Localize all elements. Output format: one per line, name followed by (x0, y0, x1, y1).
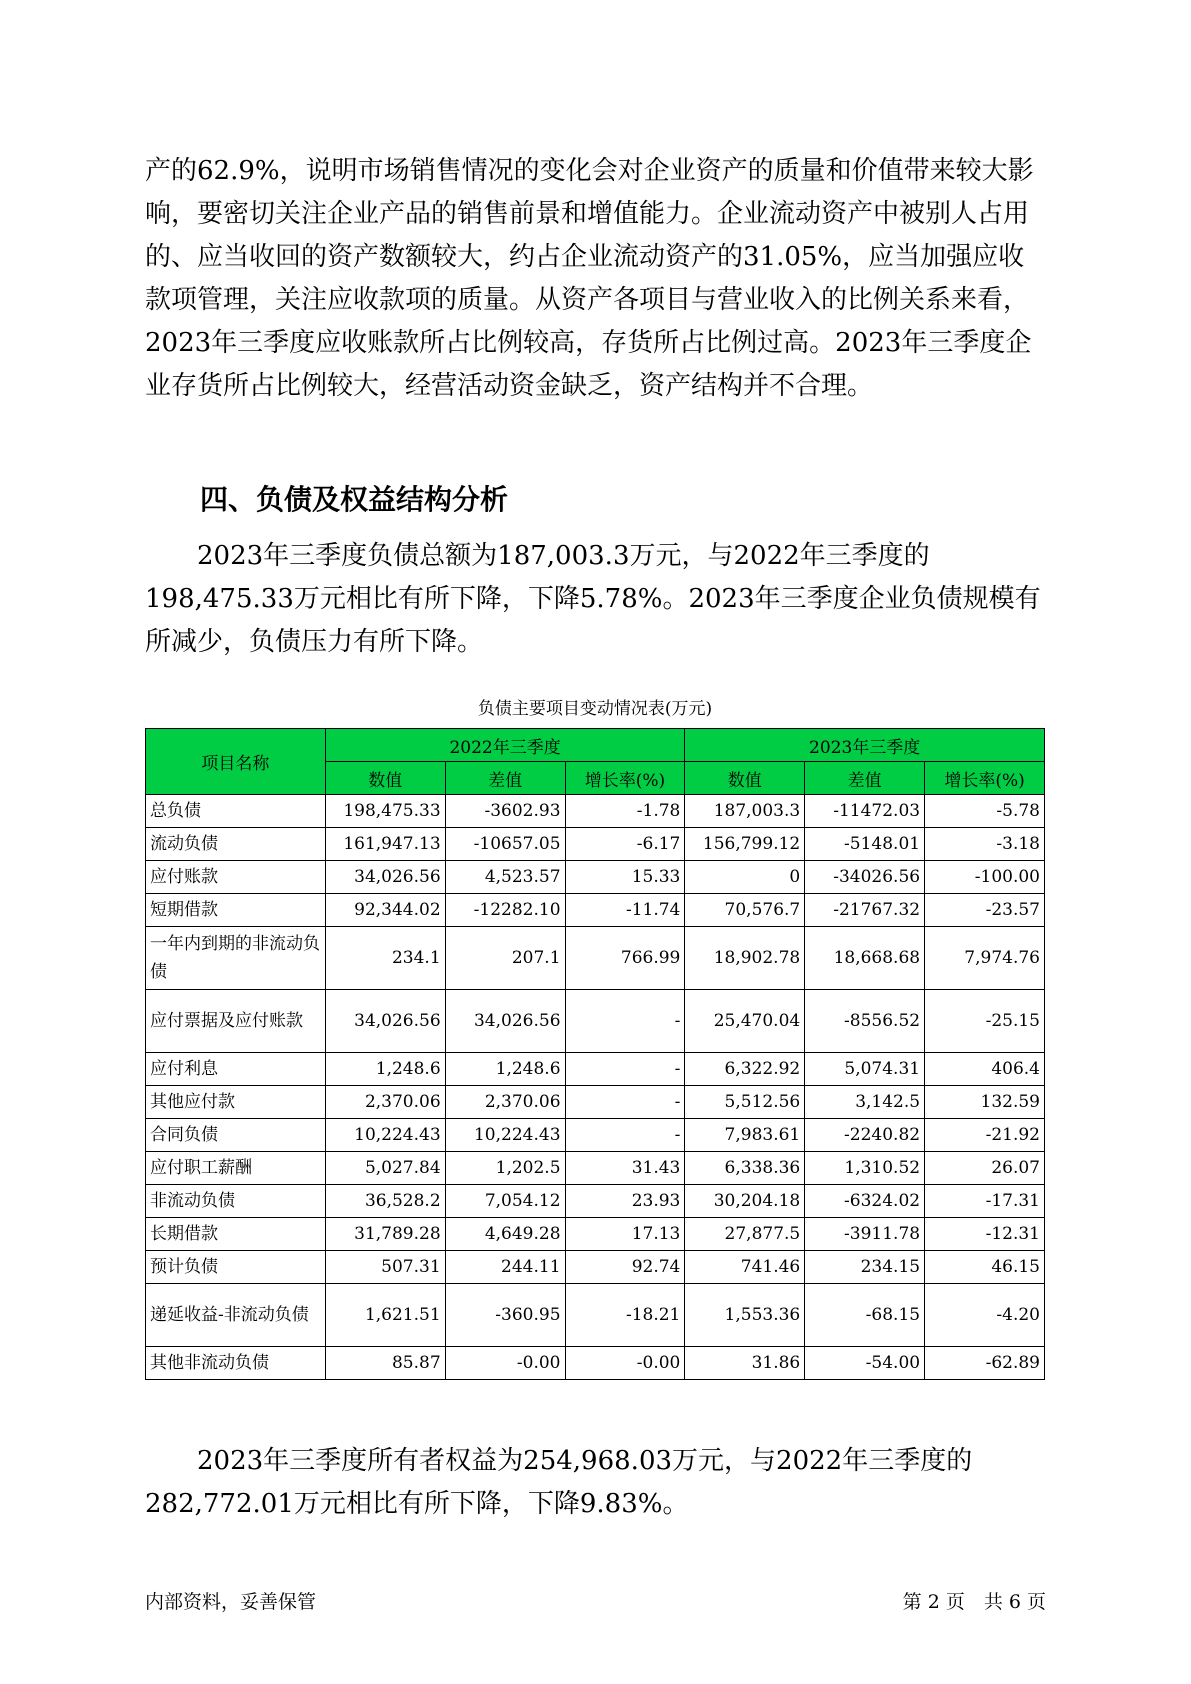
table-row (146, 1218, 1045, 1251)
cell-growth-2022: -18.21 (565, 1284, 685, 1347)
cell-diff-2022: 2,370.06 (445, 1086, 565, 1119)
cell-growth-2022: 23.93 (565, 1185, 685, 1218)
cell-value-2023: 1,553.36 (685, 1284, 805, 1347)
cell-diff-2023: -34026.56 (805, 861, 925, 894)
header-diff-2022: 差值 (445, 762, 565, 795)
cell-diff-2023: -3911.78 (805, 1218, 925, 1251)
table-row (146, 1053, 1045, 1086)
cell-growth-2023: -62.89 (925, 1347, 1045, 1380)
table-body (146, 795, 1045, 1380)
cell-diff-2022: 10,224.43 (445, 1119, 565, 1152)
cell-value-2022: 85.87 (325, 1347, 445, 1380)
cell-growth-2022: - (565, 990, 685, 1053)
table-row (146, 861, 1045, 894)
cell-diff-2022: 7,054.12 (445, 1185, 565, 1218)
cell-diff-2022: 4,649.28 (445, 1218, 565, 1251)
cell-diff-2023: -54.00 (805, 1347, 925, 1380)
cell-value-2022: 507.31 (325, 1251, 445, 1284)
liability-table (145, 728, 1045, 1380)
cell-value-2023: 30,204.18 (685, 1185, 805, 1218)
table-row (146, 828, 1045, 861)
header-group-2023: 2023年三季度 (685, 729, 1045, 762)
cell-growth-2023: -17.31 (925, 1185, 1045, 1218)
row-item-name: 其他应付款 (146, 1086, 326, 1119)
cell-growth-2022: 15.33 (565, 861, 685, 894)
cell-value-2022: 198,475.33 (325, 795, 445, 828)
cell-value-2023: 6,338.36 (685, 1152, 805, 1185)
cell-value-2023: 0 (685, 861, 805, 894)
cell-growth-2023: -25.15 (925, 990, 1045, 1053)
cell-value-2023: 741.46 (685, 1251, 805, 1284)
cell-diff-2023: 234.15 (805, 1251, 925, 1284)
header-growth-2023: 增长率(%) (925, 762, 1045, 795)
table-row (146, 894, 1045, 927)
cell-value-2023: 70,576.7 (685, 894, 805, 927)
cell-diff-2022: 1,248.6 (445, 1053, 565, 1086)
cell-value-2022: 34,026.56 (325, 861, 445, 894)
cell-value-2022: 92,344.02 (325, 894, 445, 927)
cell-value-2023: 18,902.78 (685, 927, 805, 990)
cell-value-2022: 1,248.6 (325, 1053, 445, 1086)
cell-value-2022: 5,027.84 (325, 1152, 445, 1185)
table-row (146, 1284, 1045, 1347)
cell-growth-2023: -100.00 (925, 861, 1045, 894)
footer-page-number: 第 2 页 共 6 页 (902, 1591, 1046, 1613)
row-item-name: 长期借款 (146, 1218, 326, 1251)
cell-value-2023: 25,470.04 (685, 990, 805, 1053)
section-heading: 四、负债及权益结构分析 (200, 483, 509, 516)
row-item-name: 非流动负债 (146, 1185, 326, 1218)
paragraph-equity-summary: 2023年三季度所有者权益为254,968.03万元，与2022年三季度的282,772.01万元相比有所下降，下降9.83%。 (145, 1446, 973, 1519)
cell-growth-2022: - (565, 1086, 685, 1119)
cell-value-2022: 161,947.13 (325, 828, 445, 861)
cell-growth-2023: 7,974.76 (925, 927, 1045, 990)
cell-diff-2023: -21767.32 (805, 894, 925, 927)
cell-diff-2023: -6324.02 (805, 1185, 925, 1218)
row-item-name: 应付职工薪酬 (146, 1152, 326, 1185)
cell-growth-2023: -12.31 (925, 1218, 1045, 1251)
table-row (146, 1119, 1045, 1152)
cell-value-2023: 187,003.3 (685, 795, 805, 828)
row-item-name: 流动负债 (146, 828, 326, 861)
cell-diff-2022: 1,202.5 (445, 1152, 565, 1185)
row-item-name: 合同负债 (146, 1119, 326, 1152)
cell-growth-2022: -0.00 (565, 1347, 685, 1380)
cell-growth-2022: 92.74 (565, 1251, 685, 1284)
cell-growth-2022: -6.17 (565, 828, 685, 861)
row-item-name: 其他非流动负债 (146, 1347, 326, 1380)
cell-diff-2022: -10657.05 (445, 828, 565, 861)
cell-growth-2023: -4.20 (925, 1284, 1045, 1347)
cell-diff-2022: 244.11 (445, 1251, 565, 1284)
header-diff-2023: 差值 (805, 762, 925, 795)
cell-growth-2022: 766.99 (565, 927, 685, 990)
cell-diff-2022: 34,026.56 (445, 990, 565, 1053)
header-item-name: 项目名称 (146, 729, 326, 795)
header-group-2022: 2022年三季度 (325, 729, 685, 762)
cell-value-2022: 2,370.06 (325, 1086, 445, 1119)
table-row (146, 990, 1045, 1053)
table-row (146, 795, 1045, 828)
cell-diff-2022: -0.00 (445, 1347, 565, 1380)
cell-value-2022: 31,789.28 (325, 1218, 445, 1251)
table-caption: 负债主要项目变动情况表(万元) (477, 699, 713, 719)
paragraph-liability-summary: 2023年三季度负债总额为187,003.3万元，与2022年三季度的198,475.33万元相比有所下降，下降5.78%。2023年三季度企业负债规模有所减少，负债压力有所下降。 (145, 541, 1041, 657)
cell-growth-2023: -3.18 (925, 828, 1045, 861)
header-value-2022: 数值 (325, 762, 445, 795)
cell-value-2023: 5,512.56 (685, 1086, 805, 1119)
cell-value-2023: 156,799.12 (685, 828, 805, 861)
cell-growth-2022: 17.13 (565, 1218, 685, 1251)
cell-growth-2022: -11.74 (565, 894, 685, 927)
cell-value-2022: 1,621.51 (325, 1284, 445, 1347)
row-item-name: 一年内到期的非流动负债 (146, 927, 326, 990)
cell-diff-2023: 18,668.68 (805, 927, 925, 990)
cell-growth-2023: 26.07 (925, 1152, 1045, 1185)
cell-diff-2023: -68.15 (805, 1284, 925, 1347)
row-item-name: 短期借款 (146, 894, 326, 927)
cell-diff-2023: 5,074.31 (805, 1053, 925, 1086)
cell-diff-2023: 1,310.52 (805, 1152, 925, 1185)
cell-diff-2023: -11472.03 (805, 795, 925, 828)
cell-growth-2023: -5.78 (925, 795, 1045, 828)
table-row (146, 1251, 1045, 1284)
cell-value-2022: 34,026.56 (325, 990, 445, 1053)
cell-growth-2022: - (565, 1053, 685, 1086)
cell-value-2023: 31.86 (685, 1347, 805, 1380)
cell-value-2023: 6,322.92 (685, 1053, 805, 1086)
row-item-name: 预计负债 (146, 1251, 326, 1284)
row-item-name: 总负债 (146, 795, 326, 828)
cell-value-2022: 36,528.2 (325, 1185, 445, 1218)
cell-value-2023: 7,983.61 (685, 1119, 805, 1152)
cell-value-2022: 234.1 (325, 927, 445, 990)
cell-diff-2023: -8556.52 (805, 990, 925, 1053)
cell-diff-2022: 207.1 (445, 927, 565, 990)
table-row (146, 1086, 1045, 1119)
cell-growth-2023: -23.57 (925, 894, 1045, 927)
cell-growth-2022: - (565, 1119, 685, 1152)
table-row (146, 927, 1045, 990)
cell-growth-2023: 46.15 (925, 1251, 1045, 1284)
cell-diff-2022: -360.95 (445, 1284, 565, 1347)
cell-growth-2023: 406.4 (925, 1053, 1045, 1086)
header-value-2023: 数值 (685, 762, 805, 795)
cell-growth-2022: 31.43 (565, 1152, 685, 1185)
cell-diff-2022: 4,523.57 (445, 861, 565, 894)
row-item-name: 递延收益-非流动负债 (146, 1284, 326, 1347)
cell-growth-2022: -1.78 (565, 795, 685, 828)
row-item-name: 应付账款 (146, 861, 326, 894)
table-row (146, 1347, 1045, 1380)
row-item-name: 应付票据及应付账款 (146, 990, 326, 1053)
cell-diff-2023: 3,142.5 (805, 1086, 925, 1119)
paragraph-asset-analysis: 产的62.9%，说明市场销售情况的变化会对企业资产的质量和价值带来较大影响，要密切关注企业产品的销售前景和增值能力。企业流动资产中被别人占用的、应当收回的资产数额较大，约占企业流动资产的31.05%，应当加强应收款项管理，关注应收款项的质量。从资产各项目与营业收入的比例关系来看，2023年三季度应收账款所占比例较高，存货所占比例过高。2023年三季度企业存货所占比例较大，经营活动资金缺乏，资产结构并不合理。 (145, 156, 1034, 401)
table-row (146, 1185, 1045, 1218)
cell-growth-2023: 132.59 (925, 1086, 1045, 1119)
cell-diff-2023: -2240.82 (805, 1119, 925, 1152)
cell-diff-2022: -3602.93 (445, 795, 565, 828)
cell-diff-2023: -5148.01 (805, 828, 925, 861)
footer-confidential-note: 内部资料，妥善保管 (145, 1591, 317, 1613)
header-growth-2022: 增长率(%) (565, 762, 685, 795)
row-item-name: 应付利息 (146, 1053, 326, 1086)
cell-value-2022: 10,224.43 (325, 1119, 445, 1152)
cell-value-2023: 27,877.5 (685, 1218, 805, 1251)
table-row (146, 1152, 1045, 1185)
cell-growth-2023: -21.92 (925, 1119, 1045, 1152)
cell-diff-2022: -12282.10 (445, 894, 565, 927)
